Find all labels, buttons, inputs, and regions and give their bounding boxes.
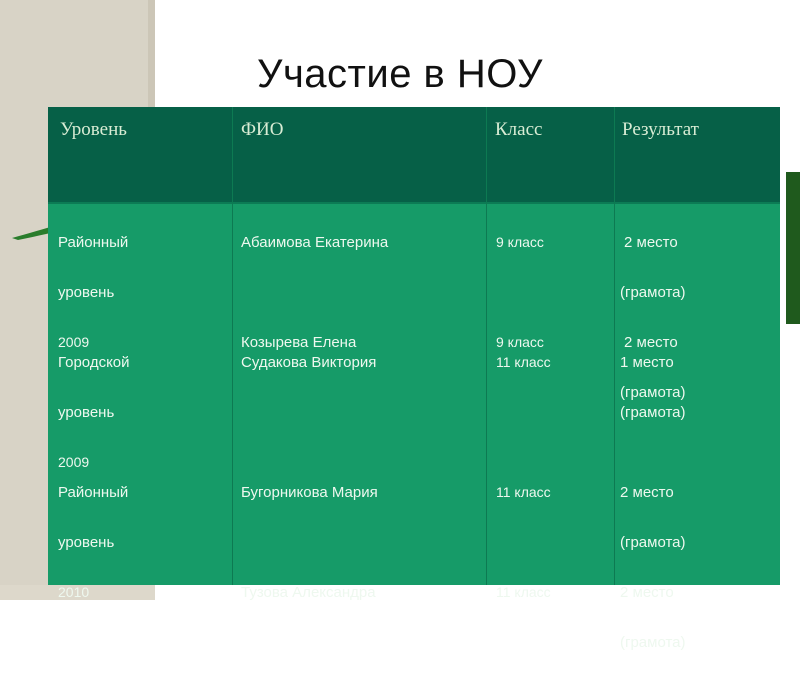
level-line: уровень <box>58 534 115 551</box>
level-line: уровень <box>58 404 115 421</box>
level-year: 2010 <box>58 584 90 600</box>
header-result: Результат <box>622 119 699 140</box>
student-name: Судакова Виктория <box>241 354 377 371</box>
name-cell <box>241 325 376 400</box>
student-name: Абаимова Екатерина <box>241 234 389 251</box>
header-divider <box>48 202 780 204</box>
level-year: 2009 <box>58 334 90 350</box>
student-name: Тузова Александра <box>241 584 376 601</box>
header-name: ФИО <box>241 119 284 140</box>
result-place: 2 место <box>624 334 678 351</box>
class-value: 11 класс <box>496 584 551 600</box>
level-line: Городской <box>58 354 130 371</box>
result-cell <box>620 455 686 680</box>
class-cell <box>496 325 551 400</box>
result-award: (грамота) <box>620 284 686 301</box>
results-table <box>48 107 780 651</box>
slide-title: Участие в НОУ <box>257 52 543 96</box>
name-cell <box>241 455 378 630</box>
result-place: 2 место <box>624 234 678 251</box>
class-value: 11 класс <box>496 484 551 500</box>
column-divider <box>232 107 233 585</box>
header-class: Класс <box>495 119 543 140</box>
column-divider <box>614 107 615 585</box>
result-place: 2 место <box>620 584 674 601</box>
level-year: 2009 <box>58 454 90 470</box>
result-award: (грамота) <box>620 384 686 401</box>
class-value: 9 класс <box>496 334 544 350</box>
level-line: уровень <box>58 284 115 301</box>
header-level: Уровень <box>60 119 127 140</box>
result-award: (грамота) <box>620 404 686 421</box>
student-name: Бугорникова Мария <box>241 484 378 501</box>
result-cell <box>620 325 686 450</box>
column-divider <box>486 107 487 585</box>
result-award: (грамота) <box>620 534 686 551</box>
result-award: (грамота) <box>620 634 686 651</box>
class-value: 9 класс <box>496 234 544 250</box>
class-cell <box>496 455 551 630</box>
class-value: 11 класс <box>496 354 551 370</box>
level-line: Районный <box>58 484 129 501</box>
result-place: 2 место <box>620 484 674 501</box>
result-place: 1 место <box>620 354 674 371</box>
student-name: Козырева Елена <box>241 334 357 351</box>
level-line: Районный <box>58 234 129 251</box>
level-cell <box>58 455 128 630</box>
decorative-right-block <box>786 172 800 324</box>
